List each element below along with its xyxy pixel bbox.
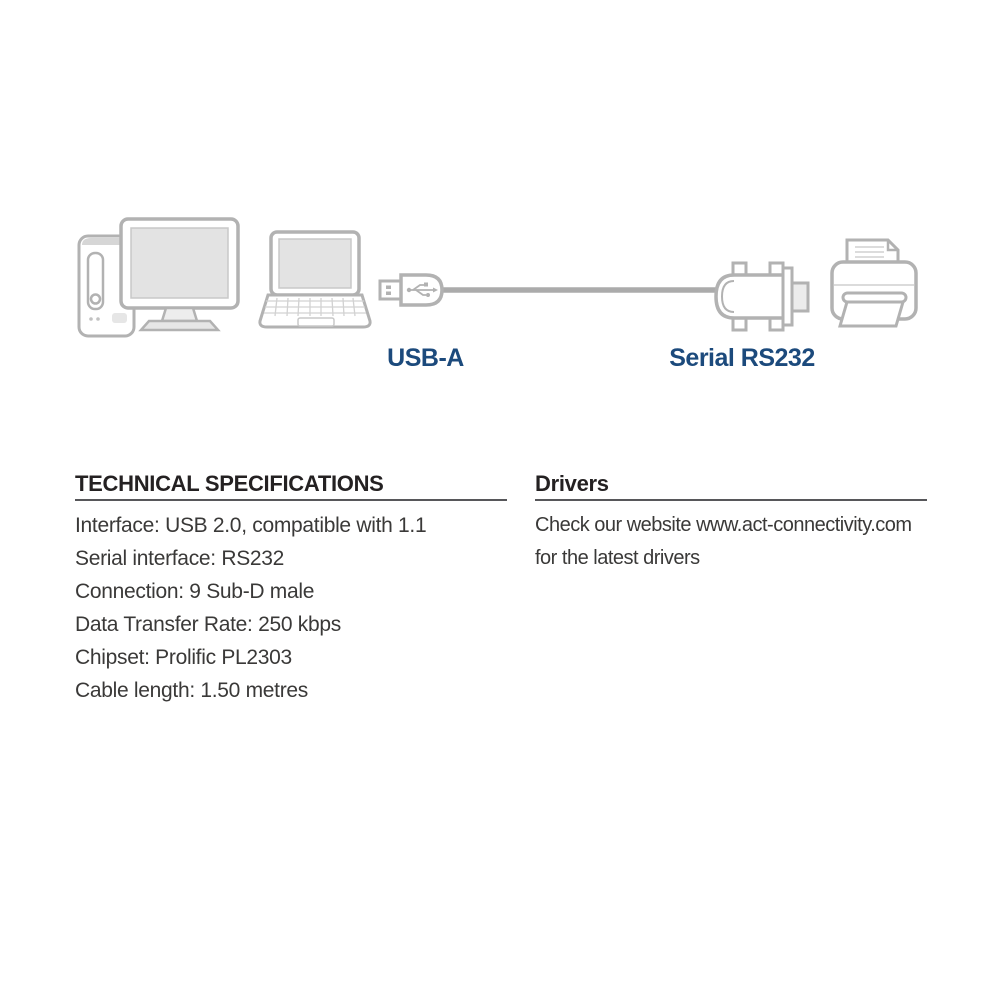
serial-rs232-connector-icon: [716, 263, 808, 330]
spec-data-transfer-rate: Data Transfer Rate: 250 kbps: [75, 613, 341, 636]
spec-interface: Interface: USB 2.0, compatible with 1.1: [75, 514, 427, 537]
drivers-heading: Drivers: [535, 471, 927, 501]
connection-diagram: [60, 210, 940, 355]
drivers-text: [535, 509, 927, 575]
serial-rs232-label: Serial RS232: [669, 344, 815, 372]
technical-specifications-section: [75, 471, 507, 707]
printer-icon: [832, 240, 916, 326]
laptop-icon: [260, 232, 370, 327]
spec-cable-length: Cable length: 1.50 metres: [75, 679, 308, 702]
technical-specifications-list: [75, 509, 507, 707]
usb-a-connector-icon: [380, 275, 442, 305]
spec-chipset: Chipset: Prolific PL2303: [75, 646, 292, 669]
spec-serial-interface: Serial interface: RS232: [75, 547, 285, 570]
monitor-icon: [121, 219, 238, 330]
drivers-line-2: for the latest drivers: [535, 547, 700, 569]
drivers-line-1: Check our website www.act-connectivity.com: [535, 514, 912, 536]
technical-specifications-heading: TECHNICAL SPECIFICATIONS: [75, 471, 507, 501]
drivers-section: [535, 471, 927, 575]
usb-a-label: USB-A: [387, 344, 464, 372]
spec-connection: Connection: 9 Sub-D male: [75, 580, 315, 603]
